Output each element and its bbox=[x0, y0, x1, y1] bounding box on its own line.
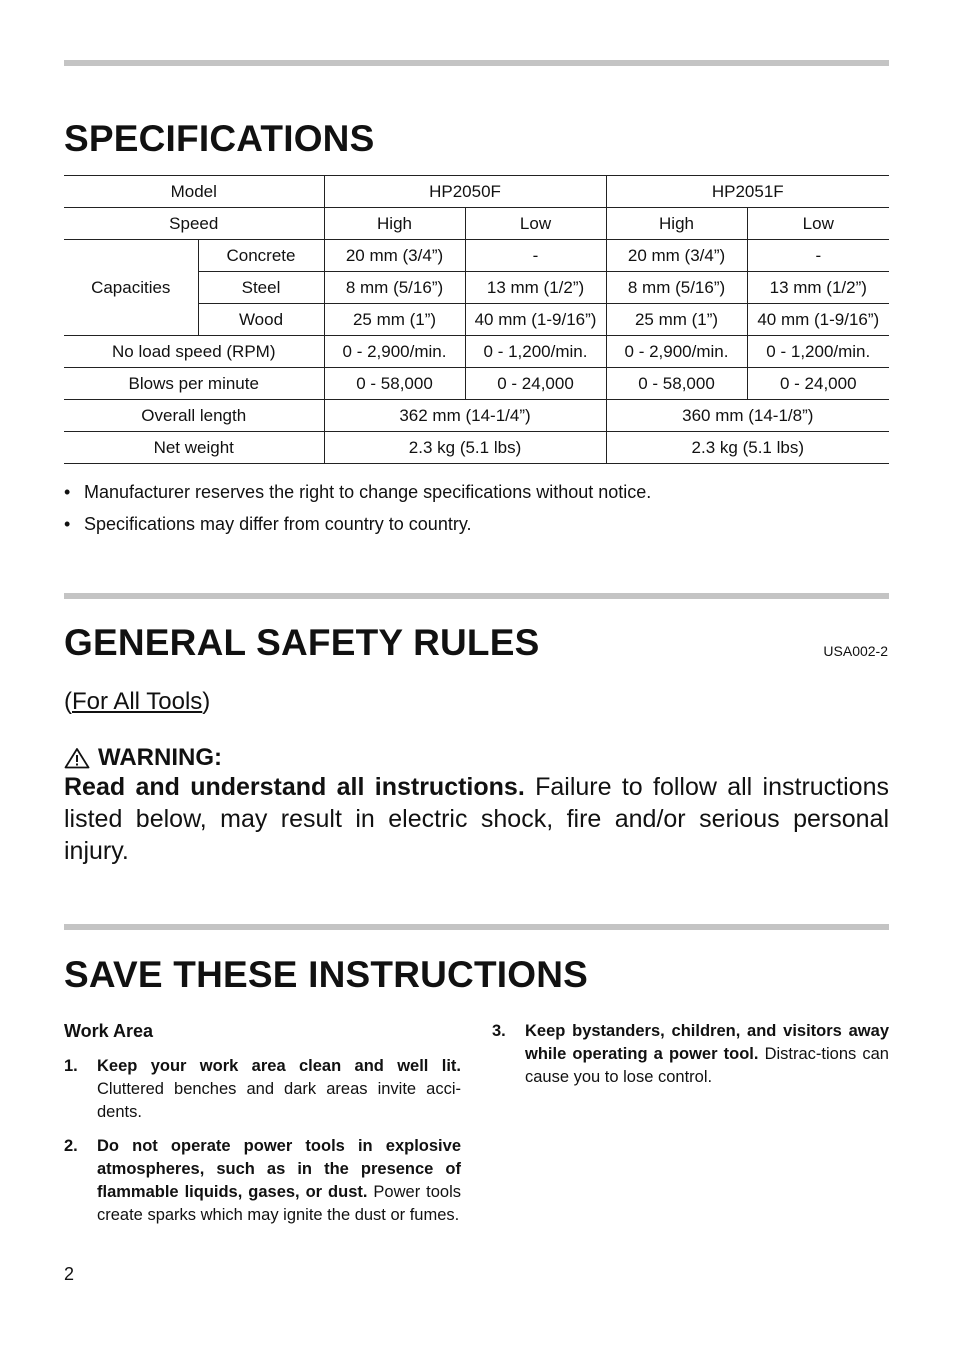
table-cell: 0 - 58,000 bbox=[324, 368, 465, 400]
table-cell: 362 mm (14-1/4”) bbox=[324, 400, 606, 432]
warning-body bbox=[64, 771, 889, 867]
instructions-right-column bbox=[492, 1020, 889, 1100]
table-cell: 0 - 24,000 bbox=[465, 368, 606, 400]
warning-triangle-icon bbox=[64, 747, 90, 769]
row-label-cell: No load speed (RPM) bbox=[64, 336, 324, 368]
warning-label: WARNING: bbox=[98, 744, 222, 771]
model-hp2050f-cell: HP2050F bbox=[324, 176, 606, 208]
table-cell: 25 mm (1”) bbox=[606, 304, 747, 336]
capacities-label-cell: Capacities bbox=[64, 240, 198, 336]
speed-cell: High bbox=[606, 208, 747, 240]
item-text bbox=[97, 1135, 461, 1227]
model-hp2051f-cell: HP2051F bbox=[606, 176, 889, 208]
table-cell: 25 mm (1”) bbox=[324, 304, 465, 336]
general-safety-title: GENERAL SAFETY RULES bbox=[64, 622, 540, 663]
section-divider-top bbox=[64, 60, 889, 66]
table-cell: - bbox=[465, 240, 606, 272]
bullet-marker: • bbox=[64, 514, 71, 534]
specifications-table bbox=[64, 175, 889, 464]
document-code: USA002-2 bbox=[823, 643, 888, 659]
item-bold-text: Keep your work area clean and well lit. bbox=[97, 1057, 461, 1075]
material-cell: Steel bbox=[198, 272, 324, 304]
table-cell: 8 mm (5/16”) bbox=[324, 272, 465, 304]
table-row-speed bbox=[64, 208, 889, 240]
table-row-net-weight bbox=[64, 432, 889, 464]
table-cell: 8 mm (5/16”) bbox=[606, 272, 747, 304]
work-area-heading: Work Area bbox=[64, 1021, 154, 1041]
item-number: 3. bbox=[492, 1022, 506, 1040]
table-cell: 0 - 58,000 bbox=[606, 368, 747, 400]
speed-label-cell: Speed bbox=[64, 208, 324, 240]
note-text: Specifications may differ from country to country. bbox=[84, 514, 472, 534]
warning-text: Failure to follow all instructions listed below, may result in electric shock, fire and/or serious personal injury. bbox=[64, 773, 889, 865]
table-cell: 40 mm (1-9/16”) bbox=[465, 304, 606, 336]
speed-cell: High bbox=[324, 208, 465, 240]
table-cell: 13 mm (1/2”) bbox=[465, 272, 606, 304]
table-cell: 0 - 2,900/min. bbox=[324, 336, 465, 368]
item-text bbox=[525, 1020, 889, 1089]
material-cell: Concrete bbox=[198, 240, 324, 272]
table-row-blows-per-minute bbox=[64, 368, 889, 400]
list-item bbox=[64, 1135, 461, 1227]
table-cell: 0 - 2,900/min. bbox=[606, 336, 747, 368]
table-cell: - bbox=[747, 240, 889, 272]
table-cell: 0 - 1,200/min. bbox=[747, 336, 889, 368]
save-instructions-title: SAVE THESE INSTRUCTIONS bbox=[64, 954, 589, 995]
section-divider-safety bbox=[64, 593, 889, 599]
row-label-cell: Net weight bbox=[64, 432, 324, 464]
specification-notes bbox=[64, 482, 651, 546]
item-number: 2. bbox=[64, 1137, 78, 1155]
speed-cell: Low bbox=[465, 208, 606, 240]
table-row-capacity-concrete bbox=[64, 240, 889, 272]
table-row-overall-length bbox=[64, 400, 889, 432]
list-item bbox=[492, 1020, 889, 1089]
table-cell: 2.3 kg (5.1 lbs) bbox=[324, 432, 606, 464]
table-cell: 2.3 kg (5.1 lbs) bbox=[606, 432, 889, 464]
bullet-marker: • bbox=[64, 482, 71, 502]
table-cell: 20 mm (3/4”) bbox=[324, 240, 465, 272]
row-label-cell: Blows per minute bbox=[64, 368, 324, 400]
safety-subtitle bbox=[64, 688, 210, 716]
item-text bbox=[97, 1055, 461, 1124]
table-cell: 13 mm (1/2”) bbox=[747, 272, 889, 304]
table-cell: 20 mm (3/4”) bbox=[606, 240, 747, 272]
item-bold-text: Do not operate power tools in explosive atmospheres, such as in the presence of flammable liquids, gases, or dust. bbox=[97, 1137, 461, 1201]
item-number: 1. bbox=[64, 1057, 78, 1075]
table-cell: 40 mm (1-9/16”) bbox=[747, 304, 889, 336]
page-number: 2 bbox=[64, 1264, 75, 1284]
warning-bold-text: Read and understand all instructions. bbox=[64, 773, 525, 801]
table-row-no-load-speed bbox=[64, 336, 889, 368]
speed-cell: Low bbox=[747, 208, 889, 240]
instructions-left-column bbox=[64, 1020, 461, 1238]
row-label-cell: Overall length bbox=[64, 400, 324, 432]
item-plain-text: Power tools create sparks which may ignite the dust or fumes. bbox=[97, 1183, 461, 1224]
item-plain-text: Distrac-tions can cause you to lose control. bbox=[525, 1045, 889, 1086]
table-cell: 0 - 24,000 bbox=[747, 368, 889, 400]
section-divider-save bbox=[64, 924, 889, 930]
table-cell: 0 - 1,200/min. bbox=[465, 336, 606, 368]
list-item bbox=[64, 482, 651, 514]
table-cell: 360 mm (14-1/8”) bbox=[606, 400, 889, 432]
item-plain-text: Cluttered benches and dark areas invite acci-dents. bbox=[97, 1080, 461, 1121]
subtitle-text: For All Tools bbox=[72, 688, 203, 715]
specifications-title: SPECIFICATIONS bbox=[64, 118, 375, 159]
paren-open: ( bbox=[64, 688, 72, 715]
warning-heading bbox=[64, 744, 222, 772]
model-label-cell: Model bbox=[64, 176, 324, 208]
table-row-model bbox=[64, 176, 889, 208]
item-bold-text: Keep bystanders, children, and visitors away while operating a power tool. bbox=[525, 1022, 889, 1063]
note-text: Manufacturer reserves the right to change specifications without notice. bbox=[84, 482, 652, 502]
material-cell: Wood bbox=[198, 304, 324, 336]
list-item bbox=[64, 1055, 461, 1124]
list-item bbox=[64, 514, 651, 546]
paren-close: ) bbox=[202, 688, 211, 715]
